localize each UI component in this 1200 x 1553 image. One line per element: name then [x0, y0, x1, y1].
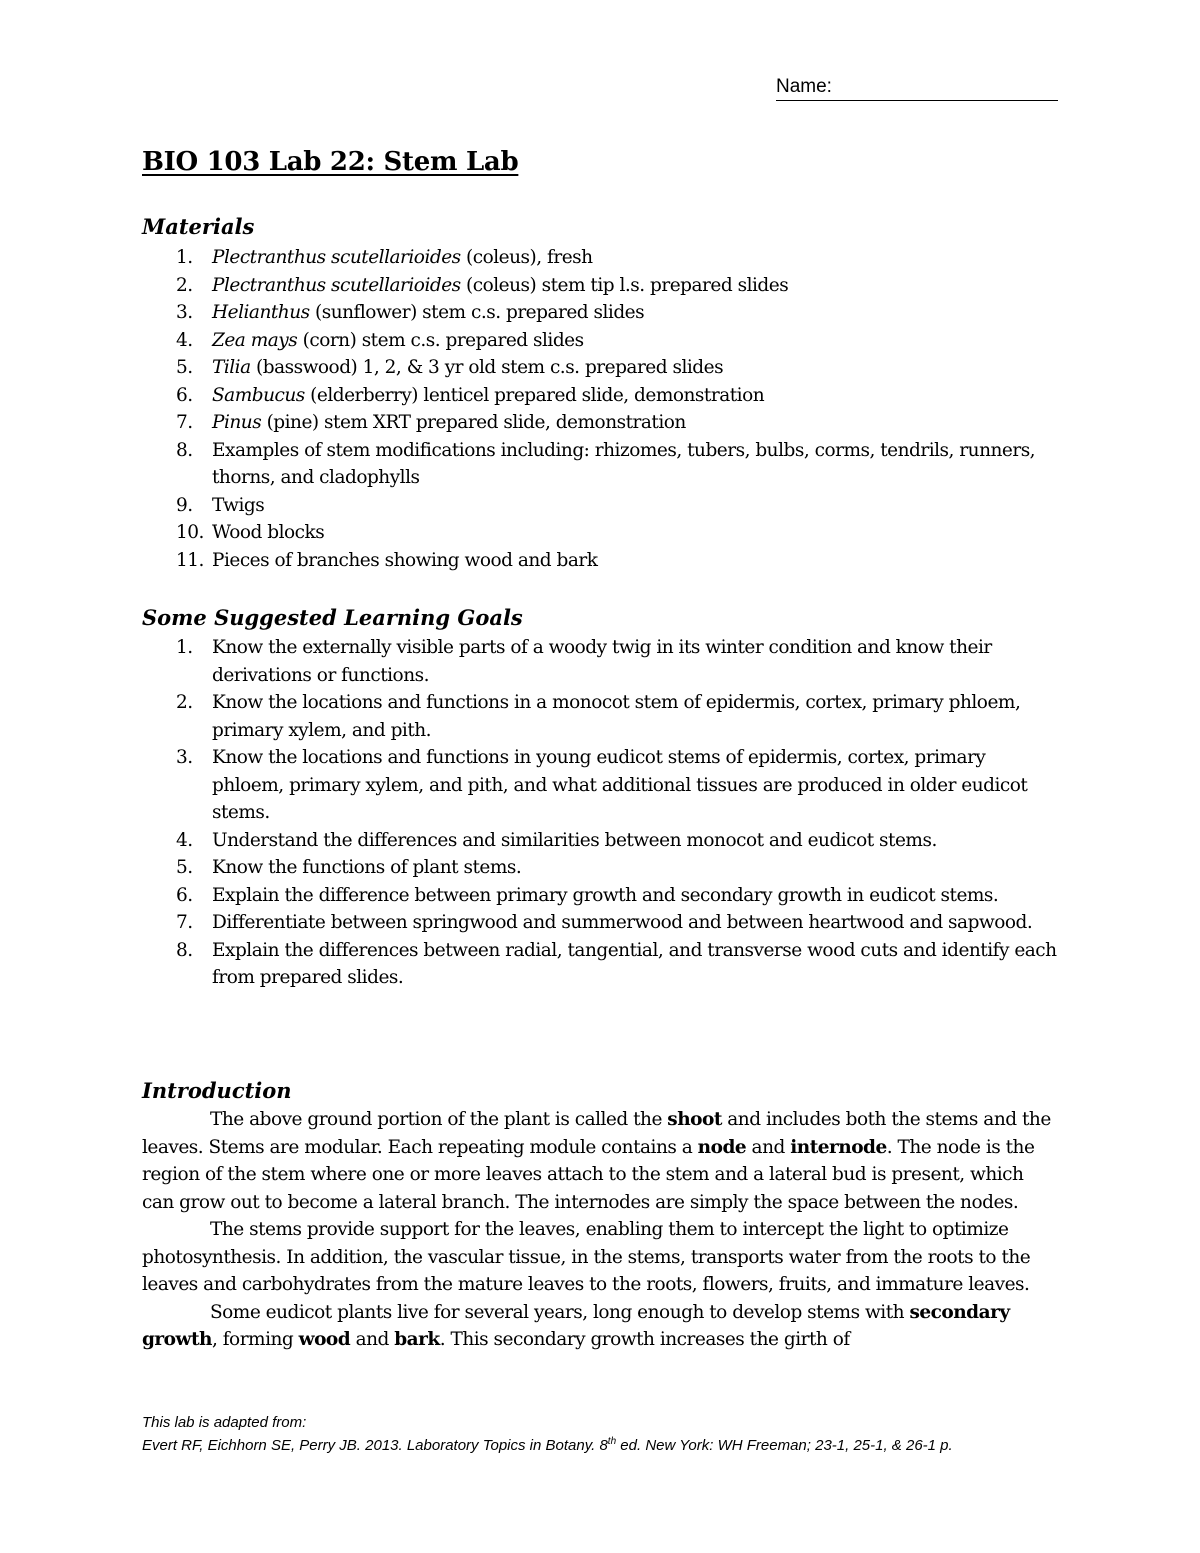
name-label: Name:	[776, 76, 832, 97]
list-item: 8. Examples of stem modifications including: rhizomes, tubers, bulbs, corms, tendrils, runners, thorns, and cladophylls	[176, 439, 1036, 488]
list-item: 6. Sambucus (elderberry) lenticel prepared slide, demonstration	[176, 384, 765, 406]
list-item: 8. Explain the differences between radial, tangential, and transverse wood cuts and identify each from prepared slides.	[176, 939, 1057, 988]
list-item: 4. Understand the differences and similarities between monocot and eudicot stems.	[176, 829, 937, 851]
page-title: BIO 103 Lab 22: Stem Lab	[142, 147, 519, 177]
intro-paragraph-3: Some eudicot plants live for several years, long enough to develop stems with secondary growth, forming wood and bark. This secondary growth increases the girth of	[142, 1301, 1010, 1350]
list-item: 3. Helianthus (sunflower) stem c.s. prepared slides	[176, 302, 645, 323]
footer-reference: Evert RF, Eichhorn SE, Perry JB. 2013. Laboratory Topics in Botany. 8th ed. New York: WH Freeman; 23-1, 25-1, & 26-1 p.	[142, 1435, 953, 1454]
introduction-body	[142, 1106, 1056, 1354]
list-item: 7. Differentiate between springwood and summerwood and between heartwood and sapwood.	[176, 912, 1033, 933]
list-item: 3. Know the locations and functions in young eudicot stems of epidermis, cortex, primary phloem, primary xylem, and pith, and what additional tissues are produced in older eudicot stems.	[176, 747, 1028, 823]
introduction-heading: Introduction	[142, 1078, 292, 1103]
materials-list	[0, 244, 1060, 574]
list-item: 10. Wood blocks	[176, 522, 325, 543]
intro-paragraph-2: The stems provide support for the leaves, enabling them to intercept the light to optimize photosynthesis. In addition, the vascular tissue, in the stems, transports water from the roots to the leaves and carbohydrates from the mature leaves to the roots, flowers, fruits, and immature leaves.	[142, 1219, 1031, 1295]
learning-goals-heading: Some Suggested Learning Goals	[142, 605, 523, 630]
footer-citation	[142, 1412, 1060, 1457]
list-item: 5. Tilia (basswood) 1, 2, & 3 yr old stem c.s. prepared slides	[176, 357, 724, 378]
intro-paragraph-1: The above ground portion of the plant is called the shoot and includes both the stems and the leaves. Stems are modular. Each repeating module contains a node and internode. The node is the region of the stem where one or more leaves attach to the stem and a lateral bud is present, which can grow out to become a lateral branch. The internodes are simply the space between the nodes.	[142, 1109, 1051, 1213]
list-item: 2. Plectranthus scutellarioides (coleus) stem tip l.s. prepared slides	[176, 274, 789, 296]
list-item: 5. Know the functions of plant stems.	[176, 857, 522, 878]
list-item: 2. Know the locations and functions in a monocot stem of epidermis, cortex, primary phloem, primary xylem, and pith.	[176, 692, 1021, 741]
name-field[interactable]	[776, 74, 1058, 101]
list-item: 4. Zea mays (corn) stem c.s. prepared slides	[176, 329, 584, 351]
list-item: 7. Pinus (pine) stem XRT prepared slide, demonstration	[176, 412, 686, 433]
list-item: 6. Explain the difference between primary growth and secondary growth in eudicot stems.	[176, 884, 999, 906]
footer-adapted-line: This lab is adapted from:	[142, 1414, 307, 1431]
learning-goals-list	[0, 634, 1060, 992]
list-item: 1. Know the externally visible parts of a woody twig in its winter condition and know their derivations or functions.	[176, 637, 992, 686]
list-item: 11. Pieces of branches showing wood and bark	[176, 549, 598, 571]
materials-heading: Materials	[142, 214, 255, 239]
list-item: 9. Twigs	[176, 494, 265, 516]
list-item: 1. Plectranthus scutellarioides (coleus), fresh	[176, 247, 593, 268]
